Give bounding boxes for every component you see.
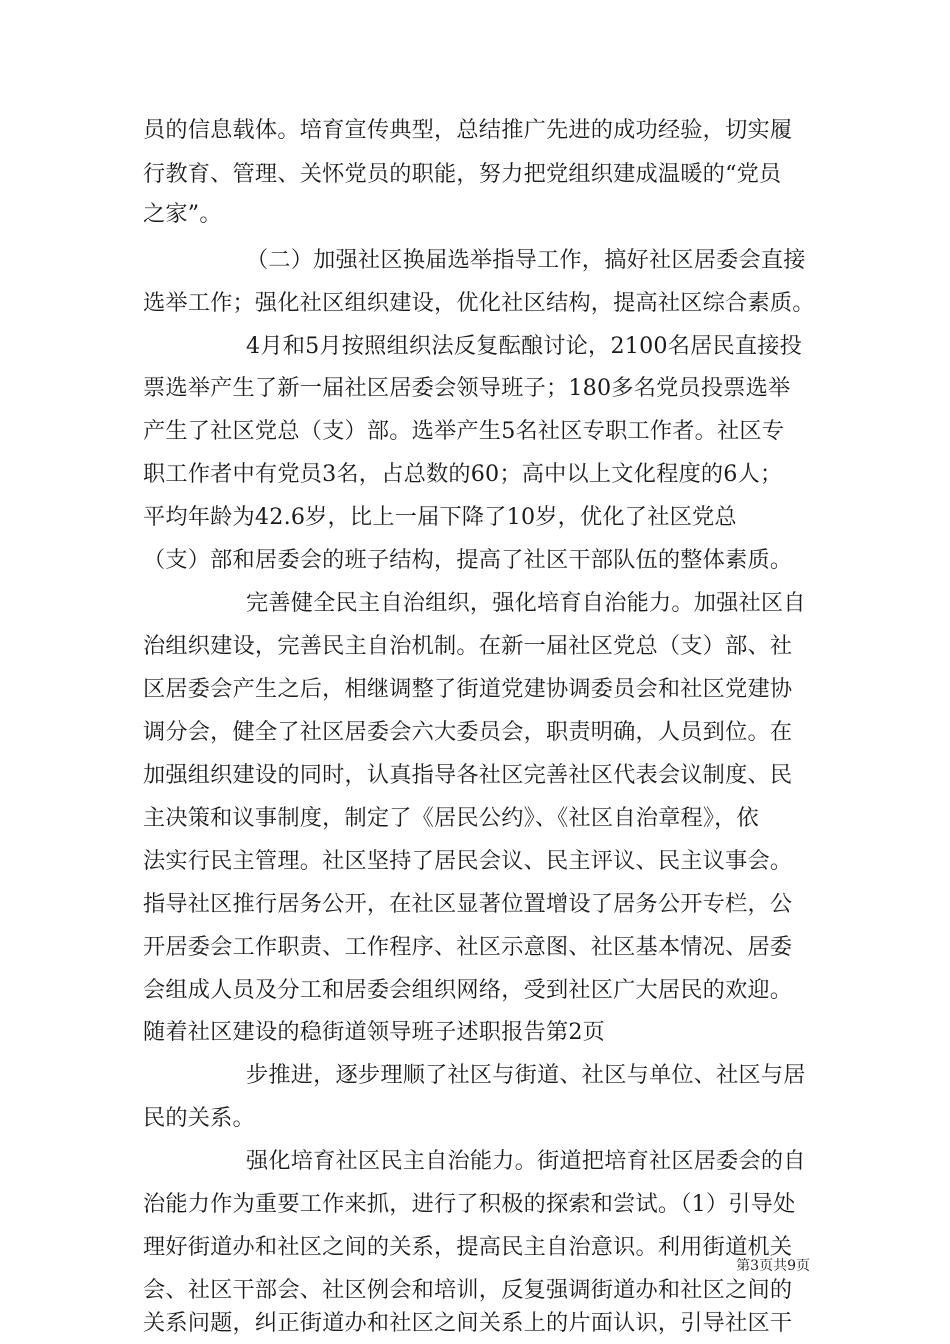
section-heading-line: （二）加强社区换届选举指导工作，搞好社区居委会直接 xyxy=(246,247,806,273)
body-line: 治组织建设，完善民主自治机制。在新一届社区党总（支）部、社 xyxy=(143,633,793,659)
body-line: 4月和5月按照组织法反复酝酿讨论，2100名居民直接投 xyxy=(246,333,803,359)
body-line: （支）部和居委会的班子结构，提高了社区干部队伍的整体素质。 xyxy=(143,547,793,573)
body-line: 随着社区建设的稳街道领导班子述职报告第2页 xyxy=(143,1019,606,1045)
body-line: 平均年龄为42.6岁，比上一届下降了10岁，优化了社区党总 xyxy=(143,504,737,530)
body-line: 法实行民主管理。社区坚持了居民会议、民主评议、民主议事会。 xyxy=(143,848,793,874)
body-line: 步推进，逐步理顺了社区与街道、社区与单位、社区与居 xyxy=(246,1062,806,1088)
body-line: 加强组织建设的同时，认真指导各社区完善社区代表会议制度、民 xyxy=(143,762,793,788)
body-line: 之家”。 xyxy=(143,201,222,227)
body-line: 主决策和议事制度，制定了《居民公约》、《社区自治章程》，依 xyxy=(143,805,759,831)
body-line: 治能力作为重要工作来抓，进行了积极的探索和尝试。（1）引导处 xyxy=(143,1191,796,1217)
body-line: 员的信息载体。培育宣传典型，总结推广先进的成功经验，切实履 xyxy=(143,117,793,143)
body-line: 强化培育社区民主自治能力。街道把培育社区居委会的自 xyxy=(246,1148,806,1174)
body-line: 区居委会产生之后，相继调整了街道党建协调委员会和社区党建协 xyxy=(143,676,793,702)
body-line: 开居委会工作职责、工作程序、社区示意图、社区基本情况、居委 xyxy=(143,934,793,960)
body-line: 行教育、管理、关怀党员的职能，努力把党组织建成温暖的“党员 xyxy=(143,161,782,187)
body-line: 会、社区干部会、社区例会和培训，反复强调街道办和社区之间的 xyxy=(143,1277,793,1303)
body-line: 职工作者中有党员3名，占总数的60；高中以上文化程度的6人； xyxy=(143,461,783,487)
body-line: 关系问题，纠正街道办和社区之间关系上的片面认识，引导社区干 xyxy=(143,1310,793,1336)
section-heading-line: 选举工作；强化社区组织建设，优化社区结构，提高社区综合素质。 xyxy=(143,290,815,316)
page-number-footer: 第3页共9页 xyxy=(736,1258,810,1274)
body-line: 会组成人员及分工和居委会组织网络，受到社区广大居民的欢迎。 xyxy=(143,977,793,1003)
body-line: 民的关系。 xyxy=(143,1105,255,1131)
body-line: 理好街道办和社区之间的关系，提高民主自治意识。利用街道机关 xyxy=(143,1234,793,1260)
body-line: 调分会，健全了社区居委会六大委员会，职责明确，人员到位。在 xyxy=(143,719,793,745)
body-line: 指导社区推行居务公开，在社区显著位置增设了居务公开专栏，公 xyxy=(143,891,793,917)
body-line: 产生了社区党总（支）部。选举产生5名社区专职工作者。社区专 xyxy=(143,418,785,444)
body-line: 完善健全民主自治组织，强化培育自治能力。加强社区自 xyxy=(246,590,806,616)
body-line: 票选举产生了新一届社区居委会领导班子；180多名党员投票选举 xyxy=(143,375,791,401)
